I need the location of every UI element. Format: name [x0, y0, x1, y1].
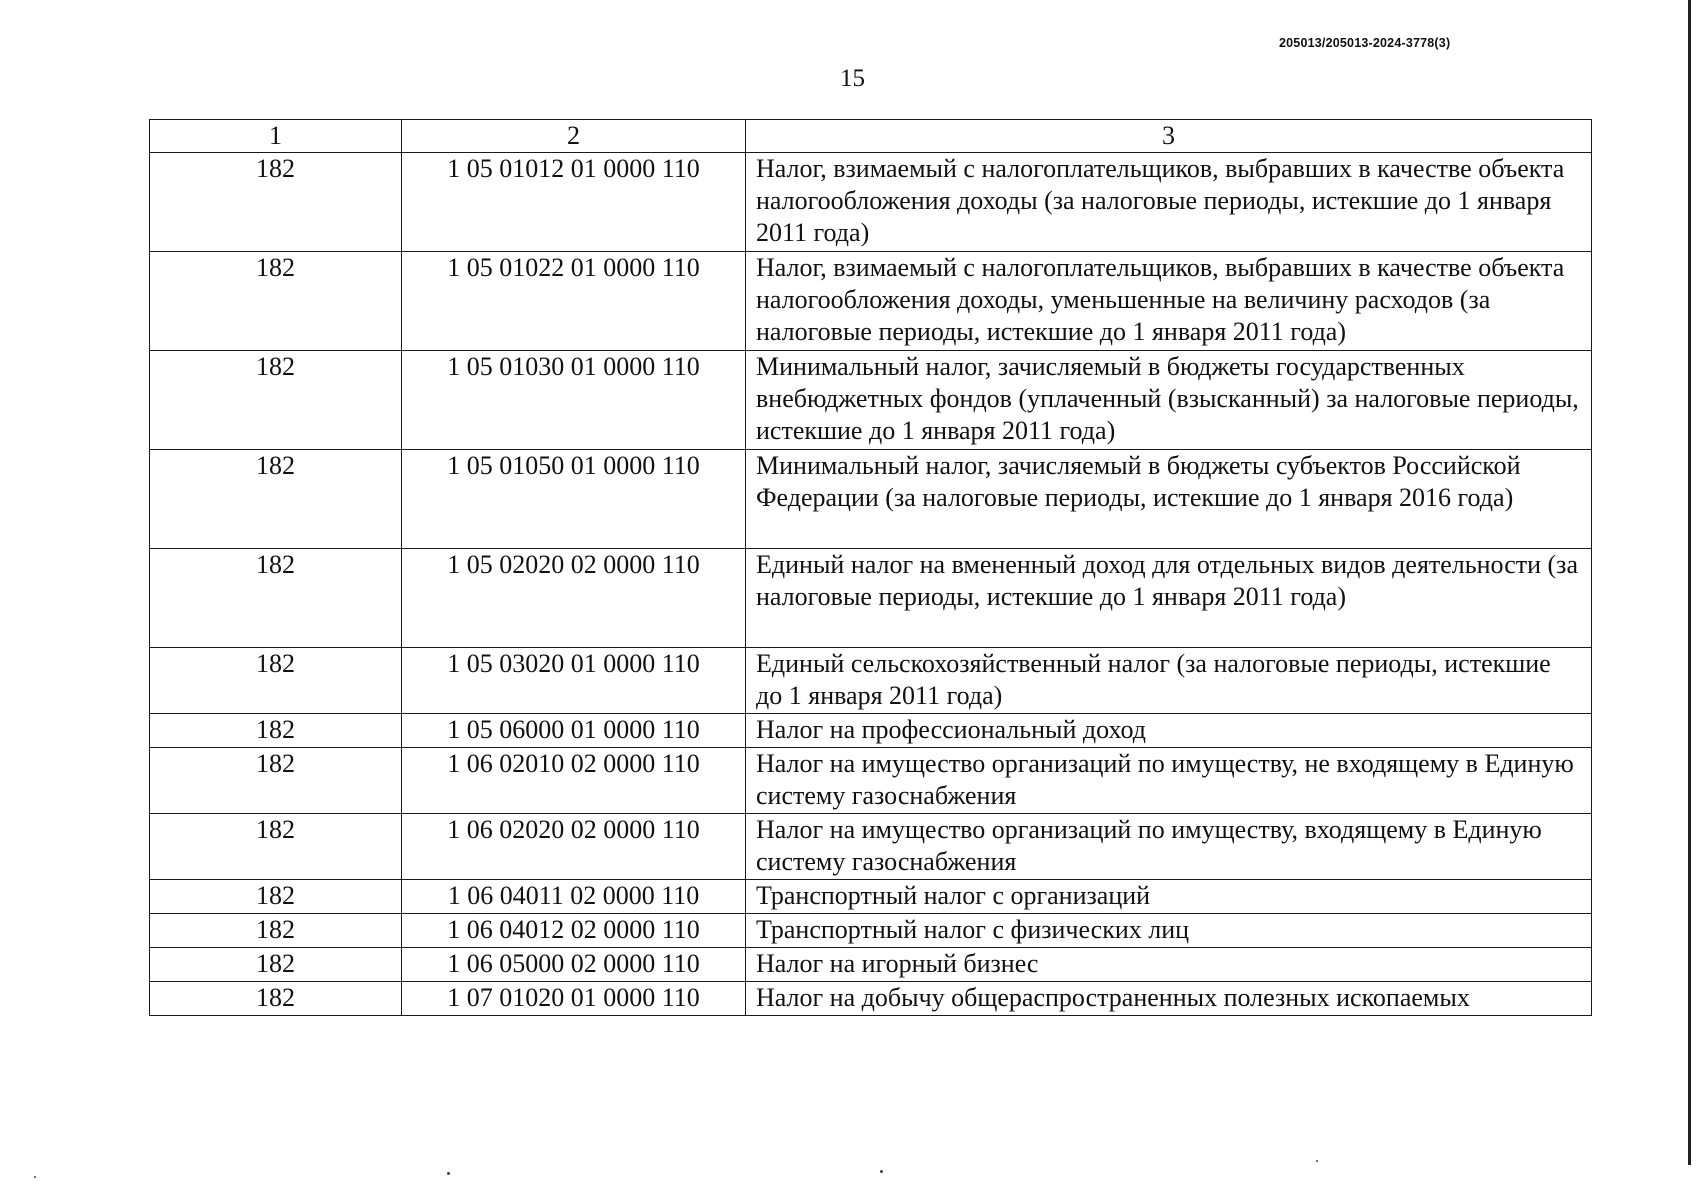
revenue-name-cell: Единый сельскохозяйственный налог (за налоговые периоды, истекшие до 1 января 2011 года) [746, 648, 1592, 714]
table-header-row [150, 120, 1592, 153]
page-number: 15 [840, 65, 865, 92]
table-row [150, 814, 1592, 880]
scan-speck [447, 1172, 450, 1175]
header-col-1: 1 [150, 120, 402, 153]
admin-code-cell: 182 [150, 914, 402, 948]
revenue-name-cell: Налог на имущество организаций по имуществу, входящему в Единую систему газоснабжения [746, 814, 1592, 880]
scan-edge-line [1688, 0, 1691, 1165]
budget-code-cell: 1 06 04012 02 0000 110 [402, 914, 746, 948]
scan-speck [34, 1176, 36, 1178]
budget-code-cell: 1 06 02020 02 0000 110 [402, 814, 746, 880]
revenue-name-cell: Единый налог на вмененный доход для отдельных видов деятельности (за налоговые периоды, истекшие до 1 января 2011 года) [746, 549, 1592, 648]
budget-code-cell: 1 06 04011 02 0000 110 [402, 880, 746, 914]
admin-code-cell: 182 [150, 982, 402, 1016]
budget-code-cell: 1 05 03020 01 0000 110 [402, 648, 746, 714]
revenue-codes-table [149, 119, 1592, 1016]
scan-speck [880, 1170, 883, 1173]
budget-code-cell: 1 05 02020 02 0000 110 [402, 549, 746, 648]
revenue-name-cell: Минимальный налог, зачисляемый в бюджеты субъектов Российской Федерации (за налоговые периоды, истекшие до 1 января 2016 года) [746, 450, 1592, 549]
table-row [150, 450, 1592, 549]
table-row [150, 549, 1592, 648]
admin-code-cell: 182 [150, 450, 402, 549]
header-col-2: 2 [402, 120, 746, 153]
budget-code-cell: 1 05 01012 01 0000 110 [402, 153, 746, 252]
scan-speck [1316, 1160, 1318, 1162]
admin-code-cell: 182 [150, 549, 402, 648]
admin-code-cell: 182 [150, 648, 402, 714]
admin-code-cell: 182 [150, 153, 402, 252]
table-row [150, 714, 1592, 748]
revenue-name-cell: Минимальный налог, зачисляемый в бюджеты государственных внебюджетных фондов (уплаченный (взысканный) за налоговые периоды, истекшие до 1 января 2011 года) [746, 351, 1592, 450]
budget-code-cell: 1 06 05000 02 0000 110 [402, 948, 746, 982]
table-row [150, 748, 1592, 814]
budget-code-cell: 1 07 01020 01 0000 110 [402, 982, 746, 1016]
header-col-3: 3 [746, 120, 1592, 153]
table-row [150, 351, 1592, 450]
revenue-name-cell: Транспортный налог с физических лиц [746, 914, 1592, 948]
table-row [150, 948, 1592, 982]
revenue-name-cell: Транспортный налог с организаций [746, 880, 1592, 914]
admin-code-cell: 182 [150, 252, 402, 351]
table-row [150, 982, 1592, 1016]
budget-code-cell: 1 06 02010 02 0000 110 [402, 748, 746, 814]
budget-code-cell: 1 05 01022 01 0000 110 [402, 252, 746, 351]
table-row [150, 648, 1592, 714]
table-row [150, 153, 1592, 252]
admin-code-cell: 182 [150, 814, 402, 880]
revenue-name-cell: Налог, взимаемый с налогоплательщиков, выбравших в качестве объекта налогообложения доходы, уменьшенные на величину расходов (за налоговые периоды, истекшие до 1 января 2011 года) [746, 252, 1592, 351]
table-row [150, 252, 1592, 351]
admin-code-cell: 182 [150, 948, 402, 982]
document-id: 205013/205013-2024-3778(3) [1279, 36, 1451, 50]
admin-code-cell: 182 [150, 351, 402, 450]
admin-code-cell: 182 [150, 748, 402, 814]
admin-code-cell: 182 [150, 714, 402, 748]
revenue-name-cell: Налог на игорный бизнес [746, 948, 1592, 982]
budget-code-cell: 1 05 01030 01 0000 110 [402, 351, 746, 450]
revenue-name-cell: Налог, взимаемый с налогоплательщиков, выбравших в качестве объекта налогообложения доходы (за налоговые периоды, истекшие до 1 января 2011 года) [746, 153, 1592, 252]
table-row [150, 880, 1592, 914]
revenue-name-cell: Налог на профессиональный доход [746, 714, 1592, 748]
admin-code-cell: 182 [150, 880, 402, 914]
revenue-name-cell: Налог на добычу общераспространенных полезных ископаемых [746, 982, 1592, 1016]
budget-code-cell: 1 05 01050 01 0000 110 [402, 450, 746, 549]
revenue-name-cell: Налог на имущество организаций по имуществу, не входящему в Единую систему газоснабжения [746, 748, 1592, 814]
budget-code-cell: 1 05 06000 01 0000 110 [402, 714, 746, 748]
table-row [150, 914, 1592, 948]
